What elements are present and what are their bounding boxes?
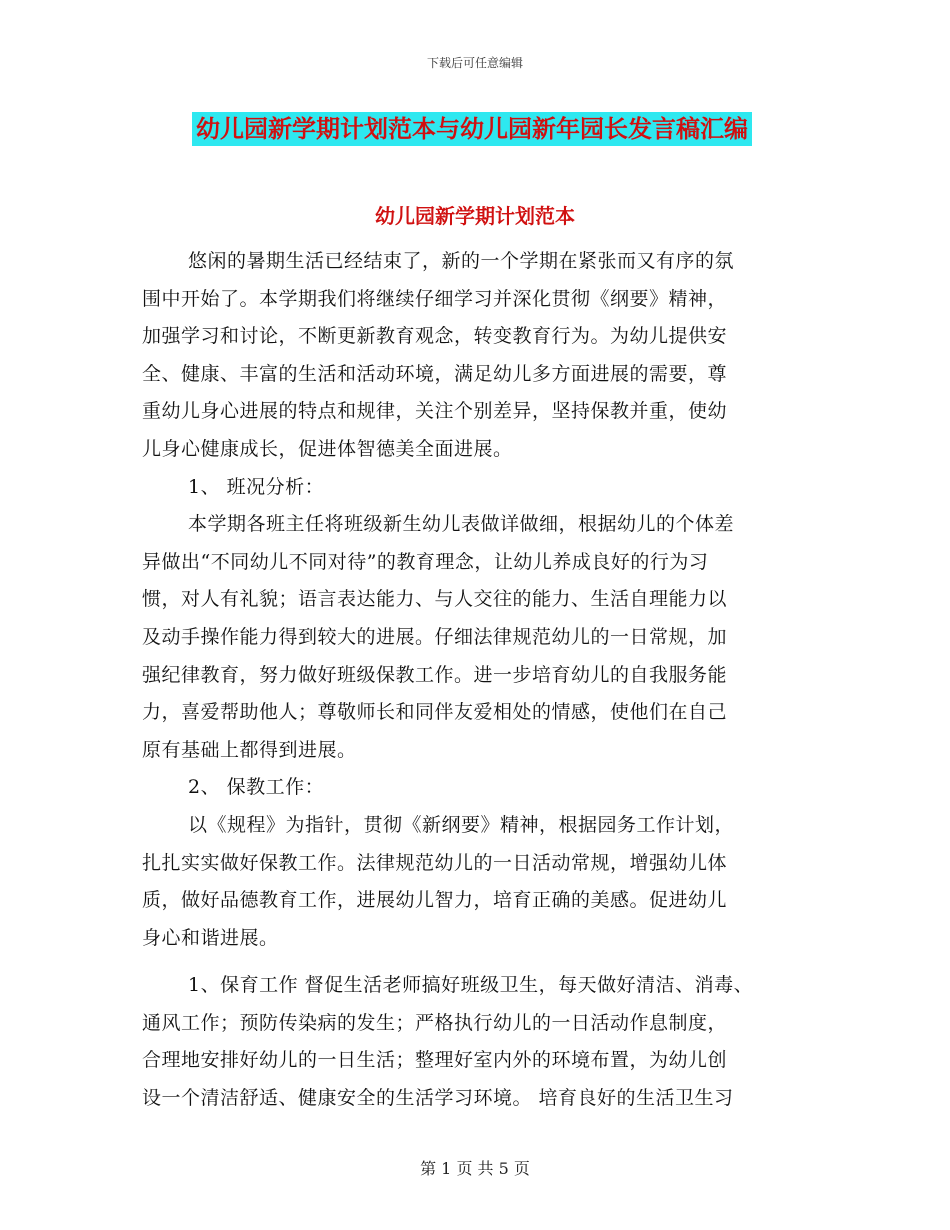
document-body	[142, 243, 810, 1118]
paragraph-class-analysis	[142, 506, 810, 769]
paragraph-line: 力，喜爱帮助他人；尊敬师长和同伴友爱相处的情感，使他们在自己	[142, 701, 728, 724]
paragraph-line: 扎扎实实做好保教工作。法律规范幼儿的一日活动常规，增强幼儿体	[142, 851, 728, 874]
paragraph-line: 重幼儿身心进展的特点和规律，关注个别差异，坚持保教并重，使幼	[142, 400, 728, 423]
paragraph-line: 1、 班况分析：	[188, 475, 325, 498]
paragraph-line: 异做出“不同幼儿不同对待”的教育理念，让幼儿养成良好的行为习	[142, 550, 709, 573]
paragraph-line: 合理地安排好幼儿的一日生活；整理好室内外的环境布置，为幼儿创	[142, 1049, 728, 1072]
document-title: 幼儿园新学期计划范本与幼儿园新年园长发言稿汇编	[192, 112, 752, 146]
section-title: 幼儿园新学期计划范本	[375, 204, 575, 228]
paragraph-line: 惯，对人有礼貌；语言表达能力、与人交往的能力、生活自理能力以	[142, 588, 728, 611]
paragraph-line: 原有基础上都得到进展。	[142, 738, 357, 761]
paragraph-line: 围中开始了。本学期我们将继续仔细学习并深化贯彻《纲要》精神，	[142, 287, 728, 310]
paragraph-intro	[142, 243, 810, 469]
paragraph-line: 身心和谐进展。	[142, 926, 279, 949]
paragraph-childcare	[142, 967, 810, 1117]
paragraph-line: 设一个清洁舒适、健康安全的生活学习环境。 培育良好的生活卫生习	[142, 1087, 734, 1110]
paragraph-line: 1、保育工作 督促生活老师搞好班级卫生，每天做好清洁、消毒、	[188, 974, 754, 997]
paragraph-line: 通风工作；预防传染病的发生；严格执行幼儿的一日活动作息制度，	[142, 1011, 728, 1034]
paragraph-line: 强纪律教育，努力做好班级保教工作。进一步培育幼儿的自我服务能	[142, 663, 728, 686]
paragraph-line: 儿身心健康成长，促进体智德美全面进展。	[142, 437, 513, 460]
paragraph-line: 悠闲的暑期生活已经结束了，新的一个学期在紧张而又有序的氛	[188, 250, 735, 272]
heading-care-education	[142, 769, 810, 807]
paragraph-line: 及动手操作能力得到较大的进展。仔细法律规范幼儿的一日常规，加	[142, 625, 728, 648]
paragraph-line: 全、健康、丰富的生活和活动环境，满足幼儿多方面进展的需要，尊	[142, 362, 728, 385]
paragraph-care-education	[142, 807, 810, 957]
header-note: 下载后可任意编辑	[426, 56, 523, 70]
paragraph-line: 本学期各班主任将班级新生幼儿表做详做细，根据幼儿的个体差	[188, 513, 735, 536]
paragraph-line: 以《规程》为指针，贯彻《新纲要》精神，根据园务工作计划，	[188, 813, 735, 836]
heading-class-analysis	[142, 469, 810, 507]
paragraph-line: 加强学习和讨论，不断更新教育观念，转变教育行为。为幼儿提供安	[142, 325, 728, 348]
paragraph-line: 2、 保教工作：	[188, 776, 325, 799]
paragraph-line: 质，做好品德教育工作，进展幼儿智力，培育正确的美感。促进幼儿	[142, 889, 728, 912]
paragraph-spacer	[142, 957, 810, 967]
page-number: 第 1 页 共 5 页	[420, 1159, 530, 1178]
